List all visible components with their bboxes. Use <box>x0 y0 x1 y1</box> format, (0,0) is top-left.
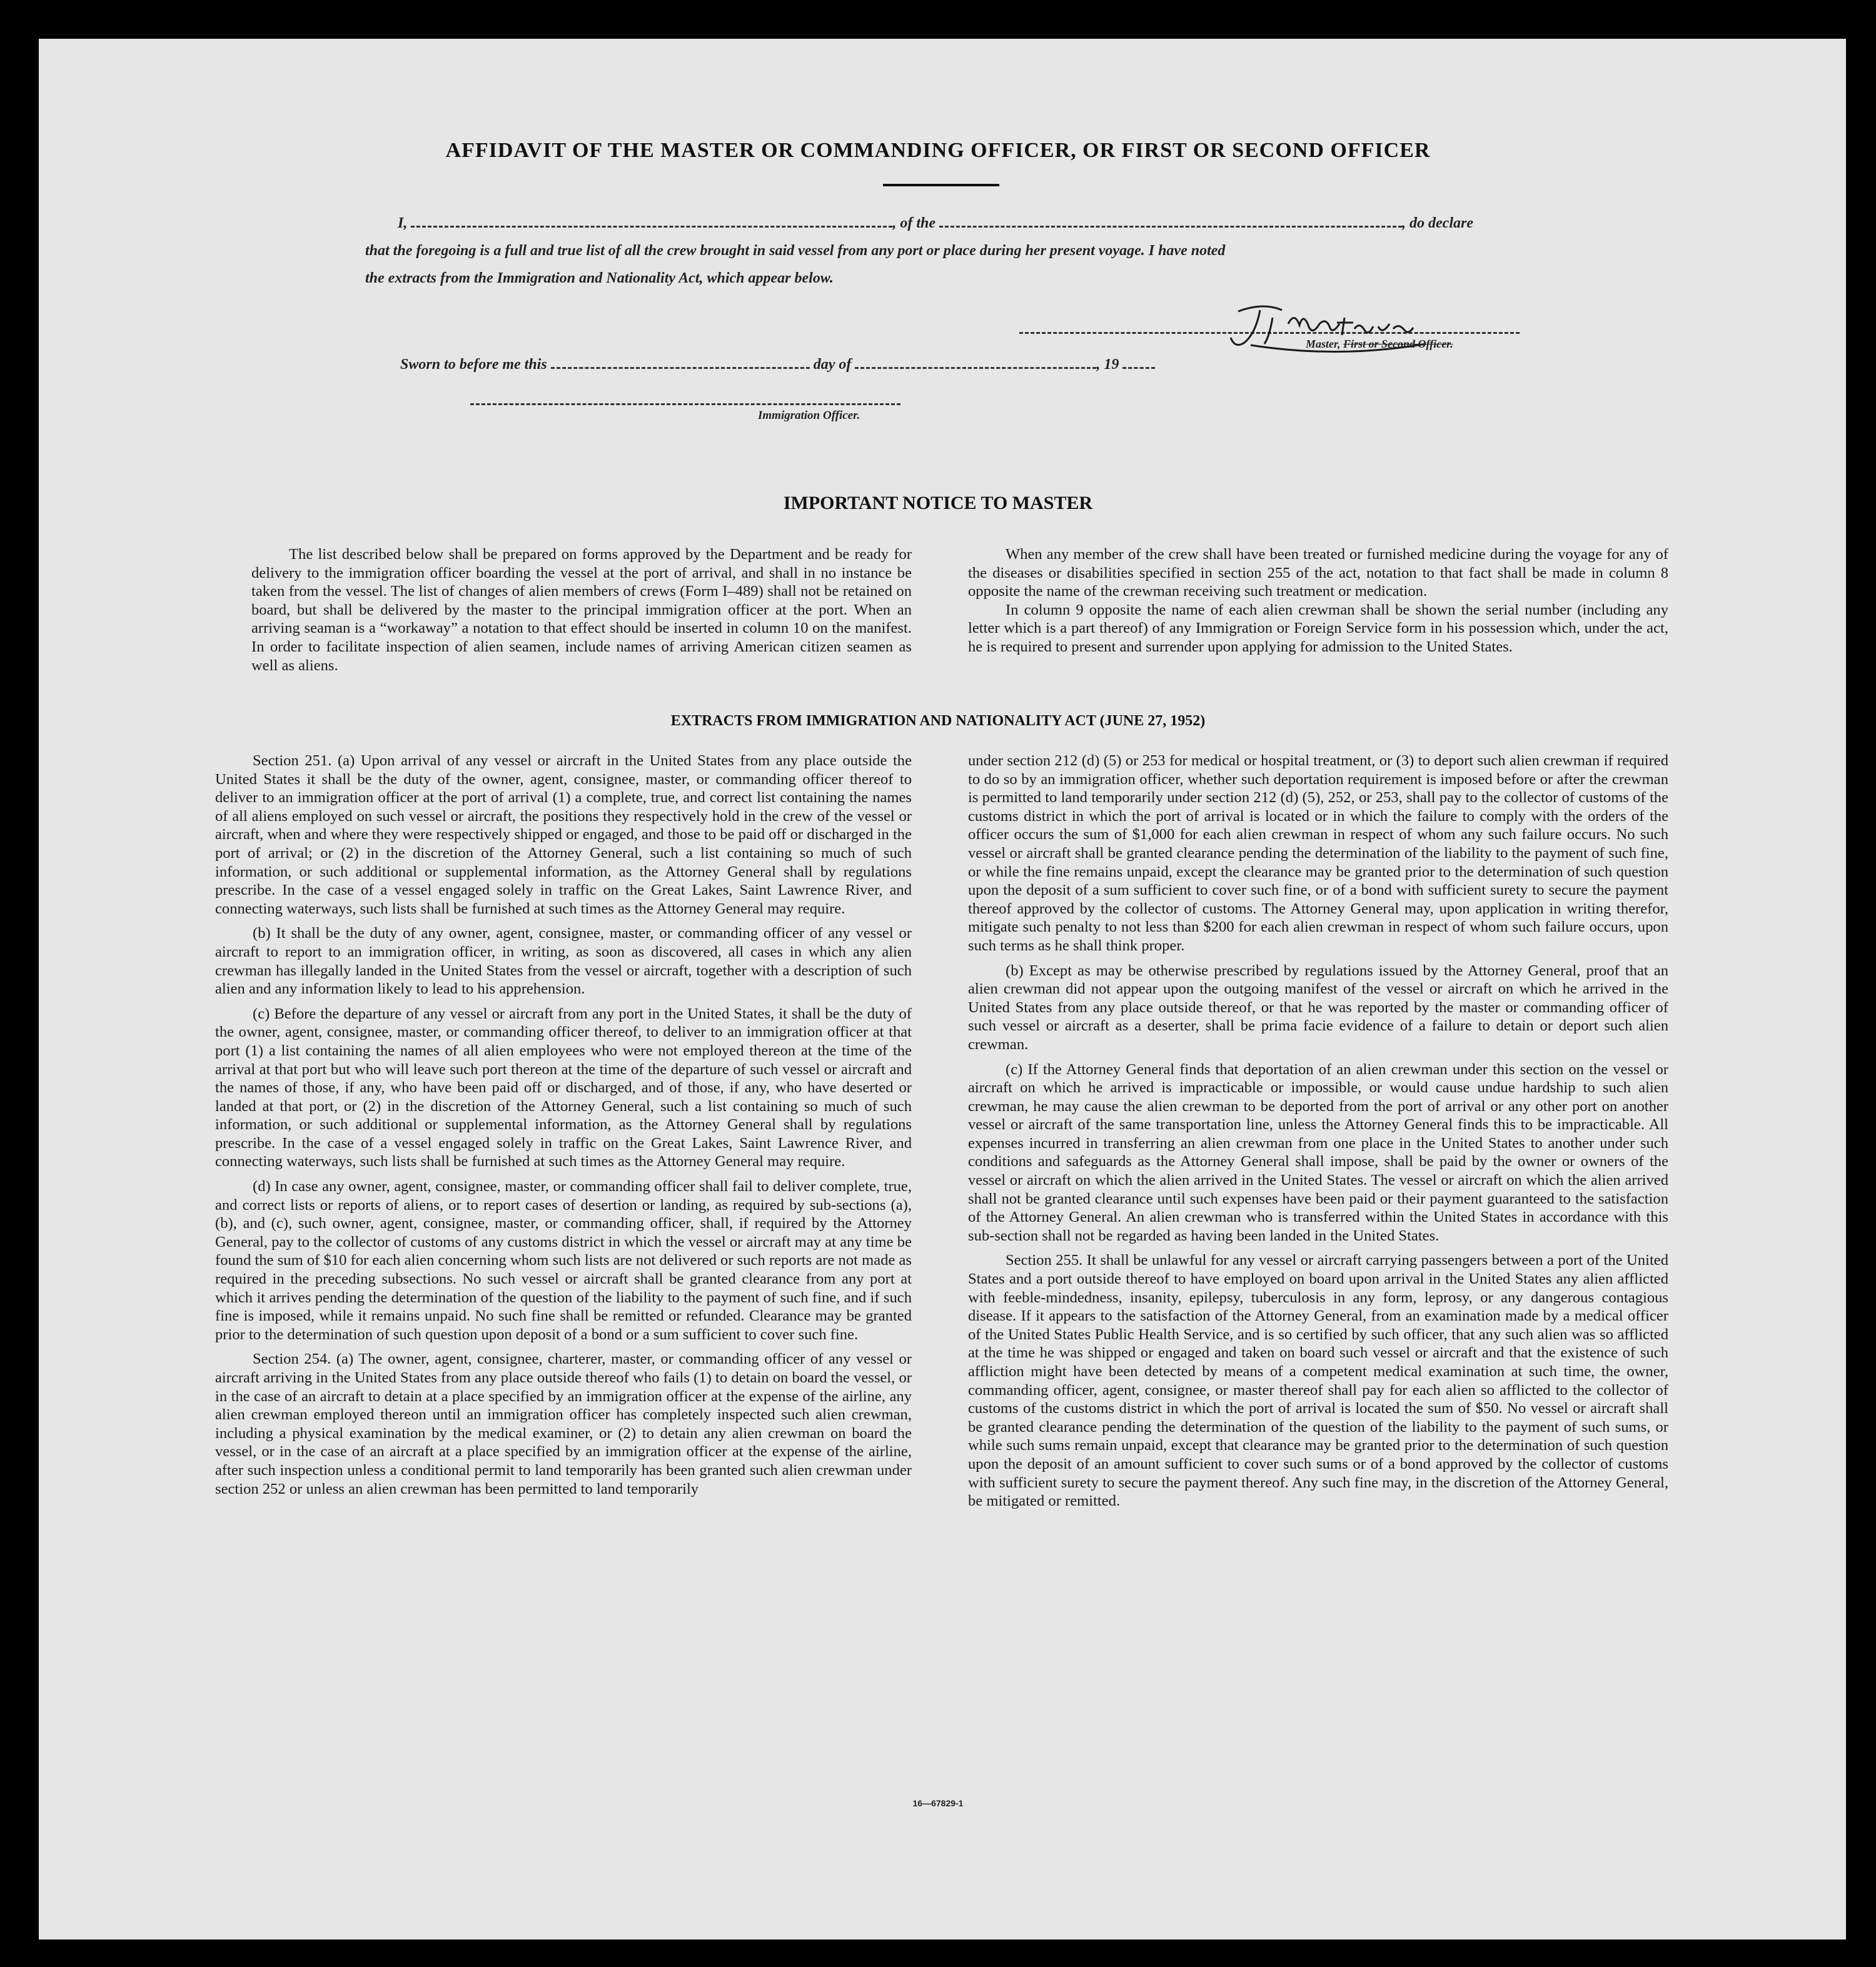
immigration-officer-field[interactable] <box>470 393 900 405</box>
declaration-line-2: that the foregoing is a full and true list of all the crew brought in said vessel from any port or place during her present voyage. I have noted <box>365 243 1226 259</box>
master-label: Master, <box>1306 338 1344 350</box>
act-section: (b) It shall be the duty of any owner, agent, consignee, master, or commanding officer of any vessel or aircraft to report to an immigration officer, in writing, as soon as discovered, all cases in which any alien crewman has illegally landed in the United States from the vessel or aircraft, together with a description of such alien and any information likely to lead to his apprehension. <box>215 925 912 998</box>
sworn-year-field[interactable] <box>1122 357 1155 369</box>
sworn-day-field[interactable] <box>551 357 810 369</box>
declaration-of: , of the <box>892 215 936 231</box>
act-section: Section 254. (a) The owner, agent, consignee, charterer, master, or commanding officer of any vessel or aircraft arriving in the United States from any place outside thereof who fails (1) to detain on board the vessel, or in the case of an aircraft to detain at a place specified by an immigration officer at the expense of the airline, any alien crewman employed thereon until an immigration officer has completely inspected such alien crewman, including a physical examination by the medical examiner, or (2) to detain any alien crewman on board the vessel, or in the case of an aircraft at a place specified by an immigration officer at the expense of the airline, after such inspection unless a conditional permit to land temporarily has been granted such alien crewman under section 252 or unless an alien crewman has been permitted to land temporarily <box>215 1351 912 1497</box>
vessel-field[interactable] <box>939 216 1402 228</box>
act-section: under section 212 (d) (5) or 253 for medical or hospital treatment, or (3) to deport such alien crewman if required to do so by an immigration officer, whether such deportation requirement is imposed before or after the crewman is permitted to land temporarily under section 212 (d) (5), 252, or 253, shall pay to the collector of customs of the customs district in which the port of arrival is located or in which the failure to comply with the orders of the officer occurs the sum of $1,000 for each alien crewman in respect of whom any such failure occurs. No such vessel or aircraft shall be granted clearance pending the determination of the liability to the payment of such fine, or while the fine remains unpaid, except the clearance may be granted prior to the determination of such question upon the deposit of a sum sufficient to cover such fine, or of a bond with sufficient surety to secure the payment thereof approved by the collector of customs. The Attorney General may, upon application in writing therefor, mitigate such penalty to not less than $200 for each alien crewman in respect of whom such failure occurs, upon such terms as he shall think proper. <box>968 752 1668 954</box>
notice-right <box>968 545 1668 663</box>
extracts-title: EXTRACTS FROM IMMIGRATION AND NATIONALITY ACT (JUNE 27, 1952) <box>670 713 1206 729</box>
signature-caption <box>1306 338 1453 351</box>
declaration-declare: , do declare <box>1402 215 1473 231</box>
sworn-line <box>400 356 1155 373</box>
act-section: Section 255. It shall be unlawful for any vessel or aircraft carrying passengers between a port of the United States and a port outside thereof to have employed on board upon arrival in the United States any alien afflicted with feeble-mindedness, insanity, epilepsy, tuberculosis in any form, leprosy, or any dangerous contagious disease. If it appears to the satisfaction of the Attorney General, from an examination made by a medical officer of the United States Public Health Service, and is so certified by such officer, that any such alien was so afflicted at the time he was shipped or engaged and taken on board such vessel or aircraft and that the existence of such affliction might have been detected by means of a competent medical examination at such time, the owner, commanding officer, agent, consignee, or master thereof shall pay for each alien so afflicted to the collector of customs of the customs district in which the port of arrival is located the sum of $50. No vessel or aircraft shall be granted clearance pending the determination of the question of the liability to the payment of such sums, or while such sums remain unpaid, except that clearance may be granted prior to the determination of such question upon the deposit of an amount sufficient to cover such sums or of a bond approved by the collector of customs with sufficient surety to secure the payment thereof. Any such fine may, in the discretion of the Attorney General, be mitigated or remitted. <box>968 1252 1668 1510</box>
notice-paragraph: The list described below shall be prepared on forms approved by the Department and be ready for delivery to the immigration officer boarding the vessel at the port of arrival, and shall in no instance be taken from the vessel. The list of changes of alien members of crews (Form I–489) shall not be retained on board, but shall be delivered by the master to the principal immigration officer at the port. When an arriving seaman is a “workaway” a notation to that effect should be inserted in column 10 on the manifest. In order to facilitate inspection of alien seamen, include names of arriving American citizen seamen as well as aliens. <box>251 546 912 674</box>
sworn-month-field[interactable] <box>855 357 1096 369</box>
immigration-officer-label: Immigration Officer. <box>758 409 860 422</box>
notice-left <box>251 545 912 681</box>
act-section: (c) If the Attorney General finds that deportation of an alien crewman under this section on the vessel or aircraft on which he arrived is impracticable or impossible, or would cause undue hardship to such alien crewman, he may cause the alien crewman to be deported from the port of arrival or any other port on another vessel or aircraft of the same transportation line, unless the Attorney General finds this to be impracticable. All expenses incurred in transferring an alien crewman from one place in the United States to another under such conditions and safeguards as the Attorney General shall impose, shall be paid by the owner or owners of the vessel or aircraft on which the alien arrived in the United States. The vessel or aircraft on which the alien arrived shall not be granted clearance until such expenses have been paid or their payment guaranteed to the satisfaction of the Attorney General. An alien crewman who is transferred within the United States in accordance with this sub-section shall not be regarded as having been landed in the United States. <box>968 1060 1668 1244</box>
title-rule <box>883 184 999 186</box>
declaration-i: I, <box>398 215 408 231</box>
act-section: Section 251. (a) Upon arrival of any vessel or aircraft in the United States from any place outside the United States it shall be the duty of the owner, agent, consignee, master, or commanding officer thereof to deliver to an immigration officer at the port of arrival (1) a complete, true, and correct list containing the names of all aliens employed on such vessel or aircraft, the positions they respectively hold in the crew of the vessel or aircraft, when and where they were respectively shipped or engaged, and those to be paid off or discharged in the port of arrival; or (2) in the discretion of the Attorney General, such a list containing so much of such information, or such additional or supplemental information, as the Attorney General shall by regulations prescribe. In the case of a vessel engaged solely in traffic on the Great Lakes, Saint Lawrence River, and connecting waterways, such lists shall be furnished at such times as the Attorney General may require. <box>215 752 912 917</box>
year-prefix: , 19 <box>1096 356 1119 373</box>
extracts-left-column <box>215 752 912 1504</box>
notice-paragraph: In column 9 opposite the name of each alien crewman shall be shown the serial number (including any letter which is a part thereof) of any Immigration or Foreign Service form in his possession which, under the act, he is required to present and surrender upon applying for admission to the United States. <box>968 601 1668 655</box>
day-of-label: day of <box>813 356 852 373</box>
act-section: (d) In case any owner, agent, consignee, master, or commanding officer shall fail to deliver complete, true, and correct lists or reports of aliens, or to report cases of desertion or landing, as required by sub-sections (a), (b), and (c), such owner, agent, consignee, master, or commanding officer, shall, if required by the Attorney General, pay to the collector of customs of any customs district in which the vessel or aircraft may at any time be found the sum of $10 for each alien concerning whom such lists are not delivered or such reports are not made as required in the preceding subsections. No such vessel or aircraft shall be granted clearance from any port at which it arrives pending the determination of the question of the liability to the payment of such fine, and if such fine is imposed, while it remains unpaid. No such fine shall be remitted or refunded. Clearance may be granted prior to the determination of such question upon deposit of a bond or a sum sufficient to cover such fine. <box>215 1178 912 1343</box>
extracts-right-column <box>968 752 1668 1517</box>
notice-title: IMPORTANT NOTICE TO MASTER <box>783 493 1093 513</box>
declaration-line-3: the extracts from the Immigration and Nationality Act, which appear below. <box>365 270 834 286</box>
sworn-label: Sworn to before me this <box>400 356 547 373</box>
officer-line <box>470 391 900 409</box>
struck-officer-label: First or Second Officer. <box>1343 338 1453 350</box>
affidavit-title: AFFIDAVIT OF THE MASTER OR COMMANDING OFFICER, OR FIRST OR SECOND OFFICER <box>445 139 1431 162</box>
act-section: (b) Except as may be otherwise prescribed by regulations issued by the Attorney General, proof that an alien crewman did not appear upon the outgoing manifest of the vessel or aircraft on which he arrived in the United States from any place outside thereof, or that he was reported by the master or commanding officer of such vessel or aircraft as a deserter, shall be prima facie evidence of a failure to detain or deport such alien crewman. <box>968 962 1668 1053</box>
act-section: (c) Before the departure of any vessel or aircraft from any port in the United States, it shall be the duty of the owner, agent, consignee, master, or commanding officer thereof, to deliver to an immigration officer at that port (1) a list containing the names of all alien employees who were not employed thereon at the time of the arrival at that port but who will leave such port thereon at the time of the departure of such vessel or aircraft and the names of those, if any, who have been paid off or discharged, and of those, if any, who have deserted or landed at that port, or (2) in the discretion of the Attorney General, such a list containing so much of such information, or such additional or supplemental information, as the Attorney General shall by regulations prescribe. In the case of a vessel engaged solely in traffic on the Great Lakes, Saint Lawrence River, and connecting waterways, such lists shall be furnished at such times as the Attorney General may require. <box>215 1005 912 1170</box>
name-field[interactable] <box>411 216 892 228</box>
notice-paragraph: When any member of the crew shall have been treated or furnished medicine during the voyage for any of the diseases or disabilities specified in section 255 of the act, notation to that fact shall be made in column 8 opposite the name of the crewman receiving such treatment or medication. <box>968 546 1668 600</box>
declaration-line-1 <box>398 215 1473 232</box>
form-code: 16—67829-1 <box>912 1798 964 1808</box>
